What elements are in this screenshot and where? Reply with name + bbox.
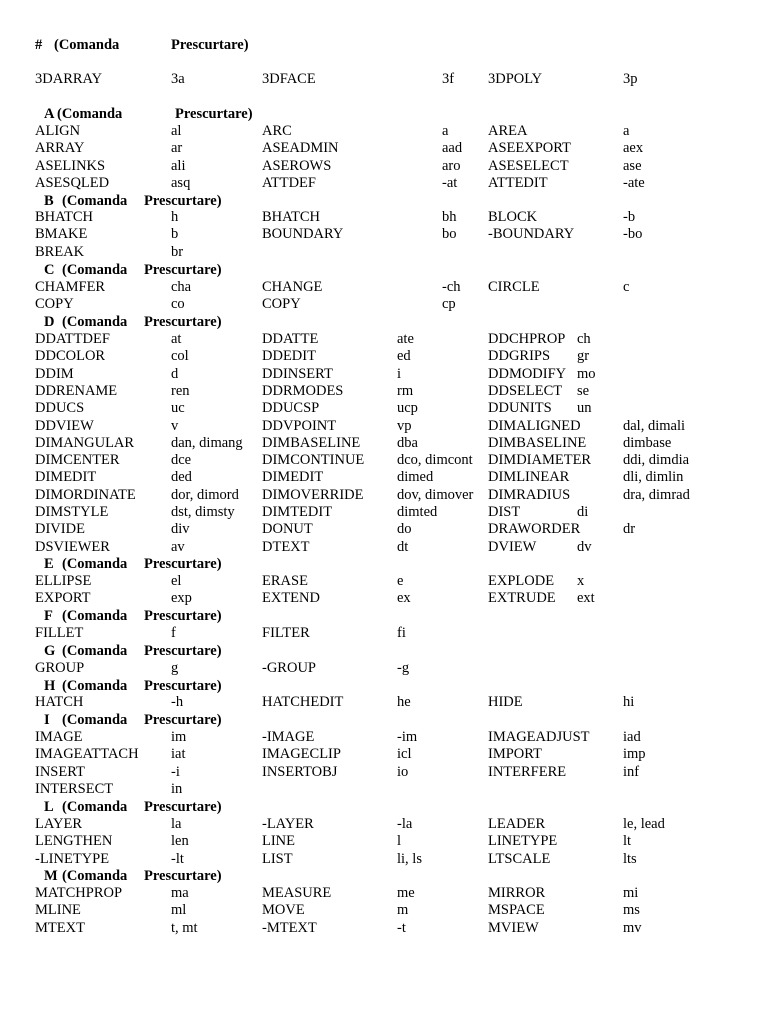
command-name: ASEADMIN — [262, 140, 339, 157]
command-abbreviation: ar — [171, 140, 183, 157]
command-abbreviation: dli, dimlin — [623, 469, 684, 486]
command-name: DIST — [488, 504, 521, 520]
command-row — [0, 503, 768, 521]
command-name: DDCOLOR — [35, 348, 106, 365]
command-row — [0, 139, 768, 157]
command-abbreviation: f — [171, 625, 176, 641]
command-abbreviation: dov, dimover — [397, 486, 474, 503]
command-abbreviation: g — [171, 660, 179, 676]
section-letter: E — [44, 556, 54, 572]
header-command-label: (Comanda — [62, 193, 128, 209]
section-header — [0, 313, 768, 331]
command-name: BREAK — [35, 243, 85, 260]
command-row — [0, 295, 768, 313]
header-abbreviation-label: Prescurtare) — [175, 106, 253, 122]
command-abbreviation: d — [171, 365, 179, 382]
command-row — [0, 520, 768, 538]
command-name: MVIEW — [488, 919, 539, 936]
section-letter: G — [44, 643, 56, 659]
command-name: DIMEDIT — [262, 469, 324, 486]
command-name: ARRAY — [35, 140, 85, 157]
command-abbreviation: iad — [623, 729, 641, 745]
header-abbreviation-label: Prescurtare) — [144, 262, 222, 278]
command-abbreviation: mv — [623, 919, 642, 936]
command-abbreviation: br — [171, 243, 184, 260]
command-abbreviation: uc — [171, 400, 185, 417]
command-name: DIMORDINATE — [35, 486, 136, 503]
command-name: CHANGE — [262, 279, 323, 295]
command-name: FILLET — [35, 625, 84, 641]
command-abbreviation: e — [397, 573, 404, 589]
command-abbreviation: la — [171, 816, 182, 832]
command-abbreviation: se — [577, 382, 590, 399]
header-abbreviation-label: Prescurtare) — [144, 314, 222, 330]
command-abbreviation: -im — [397, 729, 418, 745]
command-name: LINE — [262, 833, 296, 850]
command-abbreviation: cha — [171, 279, 192, 295]
section-letter: C — [44, 262, 55, 278]
command-name: BOUNDARY — [262, 226, 344, 243]
command-abbreviation: in — [171, 780, 183, 797]
command-abbreviation: ate — [397, 331, 414, 347]
command-row — [0, 157, 768, 175]
command-abbreviation: dal, dimali — [623, 417, 686, 434]
command-row — [0, 208, 768, 226]
command-abbreviation: 3a — [171, 71, 185, 87]
command-name: MIRROR — [488, 885, 546, 901]
command-abbreviation: b — [171, 226, 179, 243]
command-row — [0, 659, 768, 677]
command-abbreviation: dba — [397, 434, 418, 451]
command-name: COPY — [262, 296, 301, 313]
command-abbreviation: ucp — [397, 400, 418, 417]
command-name: MSPACE — [488, 902, 545, 919]
command-name: -BOUNDARY — [488, 226, 575, 243]
command-abbreviation: col — [171, 348, 189, 365]
command-name: IMAGEATTACH — [35, 746, 139, 763]
command-abbreviation: -i — [171, 763, 180, 780]
command-abbreviation: ali — [171, 157, 186, 174]
command-abbreviation: iat — [171, 746, 186, 763]
header-command-label: (Comanda — [62, 678, 128, 694]
command-name: DIMOVERRIDE — [262, 486, 364, 503]
section-letter: L — [44, 799, 54, 815]
command-abbreviation: ma — [171, 885, 189, 901]
command-row — [0, 122, 768, 140]
command-name: DDVIEW — [35, 417, 94, 434]
command-abbreviation: cp — [442, 296, 456, 313]
command-name: EXPORT — [35, 590, 91, 607]
command-abbreviation: co — [171, 296, 185, 313]
command-abbreviation: -h — [171, 694, 184, 710]
command-name: DDATTDEF — [35, 331, 110, 347]
command-abbreviation: imp — [623, 746, 646, 763]
command-row — [0, 815, 768, 833]
header-abbreviation-label: Prescurtare) — [171, 37, 249, 53]
command-row — [0, 468, 768, 486]
command-abbreviation: ch — [577, 331, 591, 347]
command-row — [0, 330, 768, 348]
section-letter: D — [44, 314, 55, 330]
section-header — [0, 105, 768, 123]
command-abbreviation: x — [577, 573, 585, 589]
command-name: DIMCENTER — [35, 452, 120, 469]
command-name: DIMBASELINE — [262, 434, 361, 451]
command-abbreviation: -b — [623, 209, 636, 225]
command-name: -IMAGE — [262, 729, 315, 745]
command-abbreviation: bo — [442, 226, 457, 243]
command-abbreviation: len — [171, 833, 189, 850]
command-name: DDUNITS — [488, 400, 552, 417]
section-header — [0, 607, 768, 625]
command-name: DIMSTYLE — [35, 504, 109, 520]
section-letter: H — [44, 678, 56, 694]
command-name: DIMBASELINE — [488, 434, 587, 451]
command-name: DIMRADIUS — [488, 486, 571, 503]
section-letter: F — [44, 608, 53, 624]
command-name: EXTEND — [262, 590, 320, 607]
command-name: DIMDIAMETER — [488, 452, 592, 469]
header-command-label: (Comanda — [57, 106, 123, 122]
command-abbreviation: do — [397, 521, 412, 538]
command-abbreviation: dor, dimord — [171, 486, 239, 503]
command-abbreviation: ase — [623, 157, 642, 174]
command-abbreviation: ed — [397, 348, 411, 365]
command-name: MATCHPROP — [35, 885, 123, 901]
command-name: BLOCK — [488, 209, 538, 225]
command-abbreviation: vp — [397, 417, 412, 434]
command-row — [0, 728, 768, 746]
command-abbreviation: t, mt — [171, 919, 198, 936]
command-name: LTSCALE — [488, 850, 551, 867]
command-name: 3DARRAY — [35, 71, 103, 87]
command-abbreviation: a — [442, 123, 449, 139]
command-abbreviation: li, ls — [397, 850, 422, 867]
command-name: CIRCLE — [488, 279, 540, 295]
command-name: DIMLINEAR — [488, 469, 570, 486]
command-row — [0, 780, 768, 798]
command-name: DTEXT — [262, 538, 310, 555]
command-name: ERASE — [262, 573, 308, 589]
command-abbreviation: dce — [171, 452, 192, 469]
command-abbreviation: dimbase — [623, 434, 672, 451]
header-abbreviation-label: Prescurtare) — [144, 556, 222, 572]
command-abbreviation: al — [171, 123, 182, 139]
command-name: IMAGE — [35, 729, 83, 745]
command-name: DDUCSP — [262, 400, 320, 417]
command-row — [0, 624, 768, 642]
section-header — [0, 261, 768, 279]
command-row — [0, 365, 768, 383]
command-row — [0, 589, 768, 607]
header-abbreviation-label: Prescurtare) — [144, 643, 222, 659]
command-abbreviation: v — [171, 417, 179, 434]
command-name: HIDE — [488, 694, 523, 710]
command-name: -MTEXT — [262, 919, 317, 936]
command-abbreviation: he — [397, 694, 411, 710]
command-abbreviation: mi — [623, 885, 639, 901]
command-name: 3DFACE — [262, 71, 316, 87]
command-abbreviation: dco, dimcont — [397, 452, 473, 469]
command-abbreviation: c — [623, 279, 630, 295]
command-name: DDRMODES — [262, 382, 344, 399]
command-abbreviation: -lt — [171, 850, 184, 867]
command-name: MOVE — [262, 902, 305, 919]
command-name: GROUP — [35, 660, 85, 676]
command-name: DDVPOINT — [262, 417, 337, 434]
command-row — [0, 434, 768, 452]
command-name: INTERSECT — [35, 780, 114, 797]
header-abbreviation-label: Prescurtare) — [144, 868, 222, 884]
command-name: FILTER — [262, 625, 310, 641]
command-abbreviation: dimed — [397, 469, 434, 486]
command-name: DONUT — [262, 521, 313, 538]
command-abbreviation: lt — [623, 833, 632, 850]
command-name: 3DPOLY — [488, 71, 543, 87]
command-abbreviation: -t — [397, 919, 406, 936]
command-abbreviation: ext — [577, 590, 595, 607]
command-abbreviation: aex — [623, 140, 644, 157]
command-abbreviation: -ate — [623, 174, 645, 191]
command-name: MLINE — [35, 902, 81, 919]
command-name: DIMCONTINUE — [262, 452, 365, 469]
header-command-label: (Comanda — [62, 712, 128, 728]
command-row — [0, 70, 768, 88]
command-abbreviation: at — [171, 331, 182, 347]
command-name: BMAKE — [35, 226, 88, 243]
command-abbreviation: mo — [577, 365, 596, 382]
command-row — [0, 486, 768, 504]
command-row — [0, 538, 768, 556]
command-name: DIVIDE — [35, 521, 85, 538]
header-abbreviation-label: Prescurtare) — [144, 712, 222, 728]
command-row — [0, 763, 768, 781]
command-name: DIMEDIT — [35, 469, 97, 486]
header-command-label: (Comanda — [62, 608, 128, 624]
command-name: DIMTEDIT — [262, 504, 333, 520]
command-name: EXTRUDE — [488, 590, 556, 607]
command-name: DIMANGULAR — [35, 434, 135, 451]
header-command-label: (Comanda — [62, 556, 128, 572]
command-name: DDCHPROP — [488, 331, 566, 347]
section-header — [0, 642, 768, 660]
command-name: DVIEW — [488, 538, 537, 555]
command-name: HATCHEDIT — [262, 694, 344, 710]
command-abbreviation: aad — [442, 140, 463, 157]
command-name: -LAYER — [262, 816, 314, 832]
command-abbreviation: fi — [397, 625, 406, 641]
command-abbreviation: me — [397, 885, 415, 901]
command-abbreviation: -g — [397, 660, 410, 676]
command-name: DDGRIPS — [488, 348, 551, 365]
command-row — [0, 884, 768, 902]
command-name: DDMODIFY — [488, 365, 567, 382]
command-name: IMPORT — [488, 746, 542, 763]
command-row — [0, 693, 768, 711]
section-header — [0, 867, 768, 885]
command-abbreviation: bh — [442, 209, 457, 225]
header-command-label: (Comanda — [62, 868, 128, 884]
command-row — [0, 417, 768, 435]
command-name: DDIM — [35, 365, 74, 382]
command-name: LINETYPE — [488, 833, 558, 850]
command-abbreviation: -la — [397, 816, 413, 832]
command-abbreviation: exp — [171, 590, 192, 607]
command-abbreviation: 3p — [623, 71, 638, 87]
command-name: ASEEXPORT — [488, 140, 571, 157]
command-abbreviation: ms — [623, 902, 640, 919]
command-name: LAYER — [35, 816, 82, 832]
command-name: LENGTHEN — [35, 833, 113, 850]
command-abbreviation: dv — [577, 538, 592, 555]
command-row — [0, 850, 768, 868]
command-row — [0, 919, 768, 937]
command-name: ASESQLED — [35, 174, 110, 191]
header-command-label: (Comanda — [62, 314, 128, 330]
header-command-label: (Comanda — [62, 643, 128, 659]
command-abbreviation: io — [397, 763, 409, 780]
command-name: ARC — [262, 123, 292, 139]
command-abbreviation: ded — [171, 469, 192, 486]
command-name: ATTEDIT — [488, 174, 548, 191]
command-abbreviation: aro — [442, 157, 461, 174]
command-name: ASELINKS — [35, 157, 106, 174]
header-abbreviation-label: Prescurtare) — [144, 678, 222, 694]
command-abbreviation: di — [577, 504, 589, 520]
command-name: COPY — [35, 296, 74, 313]
command-row — [0, 901, 768, 919]
section-letter: I — [44, 712, 50, 728]
command-abbreviation: inf — [623, 763, 640, 780]
command-abbreviation: 3f — [442, 71, 455, 87]
command-abbreviation: dimted — [397, 504, 438, 520]
section-letter: M — [44, 868, 58, 884]
command-abbreviation: av — [171, 538, 185, 555]
command-row — [0, 225, 768, 243]
command-name: EXPLODE — [488, 573, 555, 589]
command-abbreviation: dt — [397, 538, 409, 555]
command-name: BHATCH — [262, 209, 321, 225]
command-name: -LINETYPE — [35, 850, 110, 867]
command-name: -GROUP — [262, 660, 316, 676]
command-abbreviation: -ch — [442, 279, 461, 295]
command-abbreviation: h — [171, 209, 179, 225]
command-abbreviation: ex — [397, 590, 411, 607]
command-name: DIMALIGNED — [488, 417, 581, 434]
command-name: DDSELECT — [488, 382, 563, 399]
command-name: ATTDEF — [262, 174, 316, 191]
section-header — [0, 36, 768, 54]
header-command-label: (Comanda — [62, 799, 128, 815]
command-row — [0, 382, 768, 400]
section-header — [0, 555, 768, 573]
command-name: DSVIEWER — [35, 538, 110, 555]
command-name: DDRENAME — [35, 382, 118, 399]
command-name: CHAMFER — [35, 279, 106, 295]
command-abbreviation: le, lead — [623, 816, 665, 832]
section-header — [0, 798, 768, 816]
command-name: INSERT — [35, 763, 85, 780]
command-row — [0, 278, 768, 296]
header-command-label: (Comanda — [62, 262, 128, 278]
command-name: ALIGN — [35, 123, 81, 139]
command-abbreviation: m — [397, 902, 409, 919]
command-abbreviation: rm — [397, 382, 414, 399]
command-name: LIST — [262, 850, 293, 867]
command-abbreviation: hi — [623, 694, 635, 710]
command-abbreviation: asq — [171, 174, 191, 191]
command-name: LEADER — [488, 816, 546, 832]
command-name: HATCH — [35, 694, 84, 710]
command-row — [0, 399, 768, 417]
command-abbreviation: a — [623, 123, 630, 139]
command-abbreviation: ren — [171, 382, 190, 399]
command-row — [0, 347, 768, 365]
command-abbreviation: dan, dimang — [171, 434, 243, 451]
command-abbreviation: i — [397, 365, 402, 382]
command-name: DDATTE — [262, 331, 319, 347]
command-name: ELLIPSE — [35, 573, 92, 589]
section-letter: A — [44, 106, 55, 122]
command-row — [0, 243, 768, 261]
header-abbreviation-label: Prescurtare) — [144, 799, 222, 815]
section-header — [0, 711, 768, 729]
command-name: INSERTOBJ — [262, 763, 338, 780]
command-row — [0, 832, 768, 850]
command-abbreviation: -at — [442, 174, 458, 191]
command-abbreviation: -bo — [623, 226, 643, 243]
command-abbreviation: l — [397, 833, 402, 850]
command-name: ASEROWS — [262, 157, 332, 174]
command-name: MEASURE — [262, 885, 332, 901]
command-name: ASESELECT — [488, 157, 569, 174]
section-letter: B — [44, 193, 54, 209]
command-abbreviation: icl — [397, 746, 412, 763]
command-name: DRAWORDER — [488, 521, 581, 538]
header-command-label: (Comanda — [54, 37, 120, 53]
command-name: IMAGECLIP — [262, 746, 341, 763]
section-letter: # — [35, 37, 43, 53]
command-row — [0, 174, 768, 192]
command-abbreviation: ddi, dimdia — [623, 452, 690, 469]
command-name: AREA — [488, 123, 528, 139]
command-row — [0, 745, 768, 763]
command-abbreviation: lts — [623, 850, 637, 867]
command-name: DDUCS — [35, 400, 85, 417]
command-name: IMAGEADJUST — [488, 729, 590, 745]
command-abbreviation: div — [171, 521, 190, 538]
command-name: DDEDIT — [262, 348, 316, 365]
header-abbreviation-label: Prescurtare) — [144, 193, 222, 209]
command-name: MTEXT — [35, 919, 85, 936]
command-row — [0, 572, 768, 590]
command-row — [0, 451, 768, 469]
command-abbreviation: gr — [577, 348, 590, 365]
command-abbreviation: im — [171, 729, 187, 745]
command-name: DDINSERT — [262, 365, 333, 382]
command-abbreviation: un — [577, 400, 592, 417]
command-name: INTERFERE — [488, 763, 567, 780]
command-abbreviation: ml — [171, 902, 187, 919]
header-abbreviation-label: Prescurtare) — [144, 608, 222, 624]
command-abbreviation: dr — [623, 521, 636, 538]
command-name: BHATCH — [35, 209, 94, 225]
command-abbreviation: dst, dimsty — [171, 504, 235, 520]
command-abbreviation: el — [171, 573, 182, 589]
command-abbreviation: dra, dimrad — [623, 486, 690, 503]
